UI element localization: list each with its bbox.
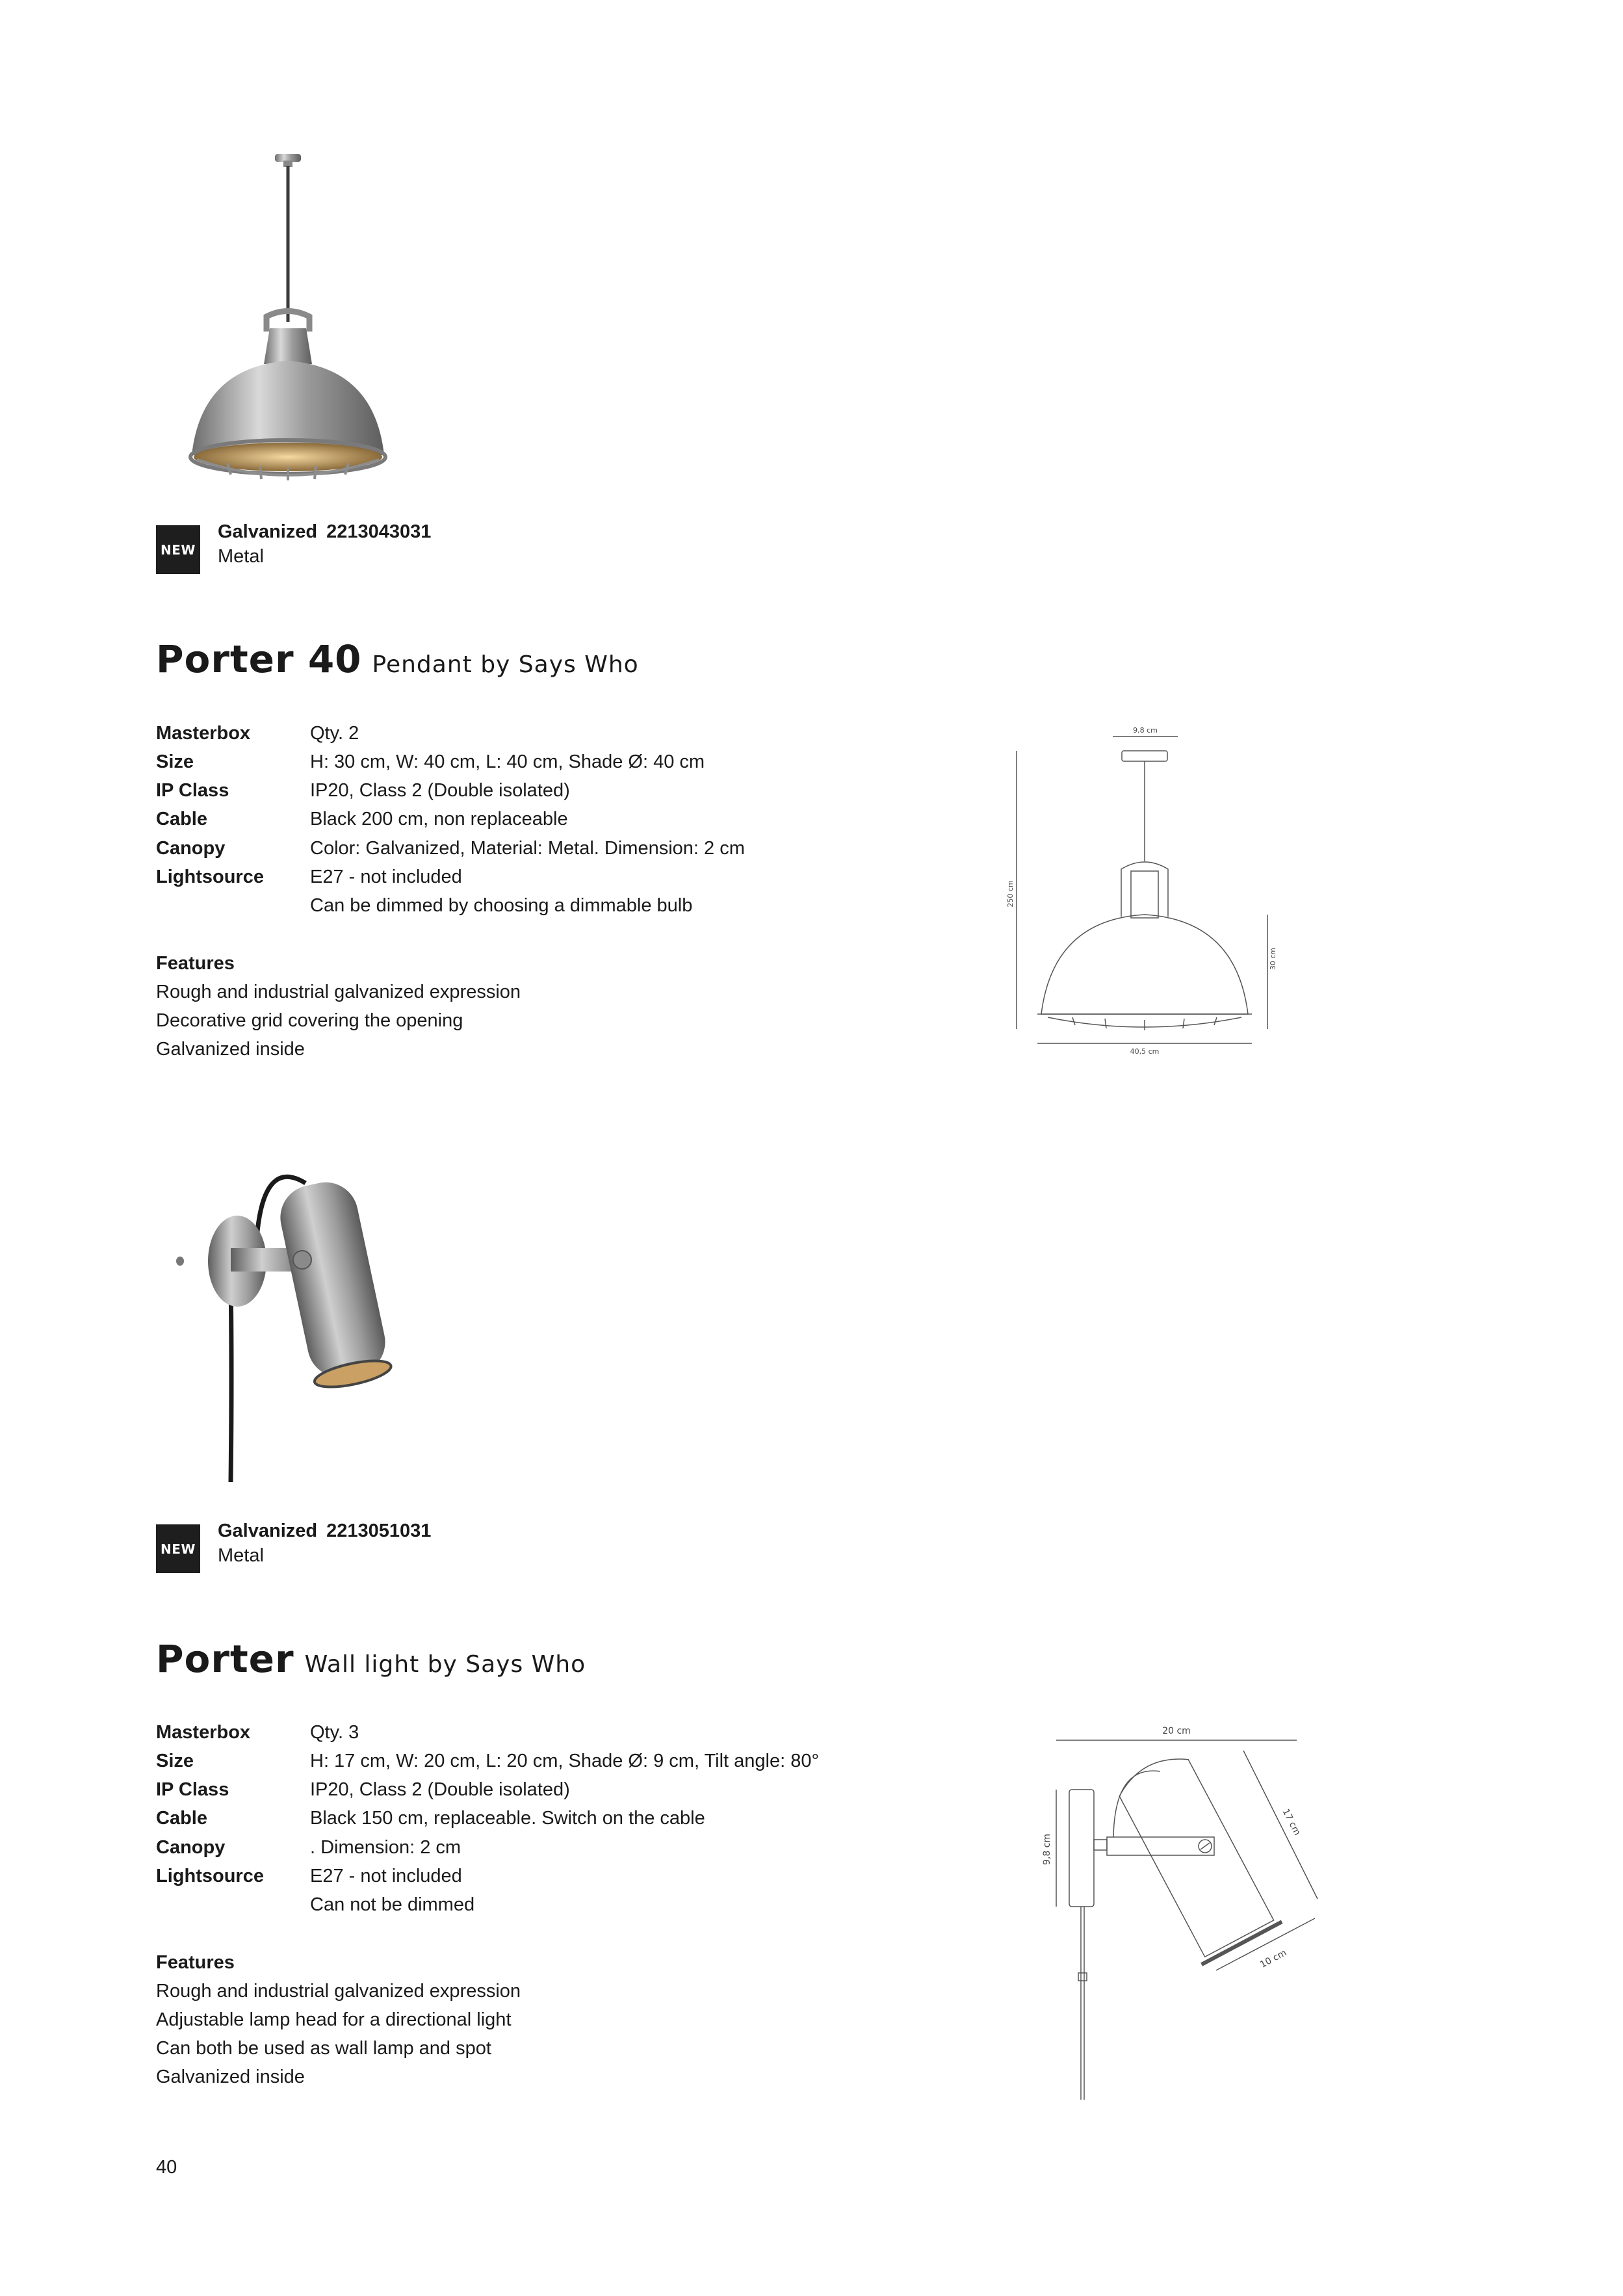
spec-key: IP Class — [156, 1779, 229, 1800]
features-heading: Features — [156, 953, 235, 974]
spec-value: H: 30 cm, W: 40 cm, L: 40 cm, Shade Ø: 40 cm — [310, 751, 705, 772]
variant-color-code — [218, 1519, 431, 1543]
feature-item: Galvanized inside — [156, 2067, 305, 2087]
dim-label-length: 17 cm — [1280, 1807, 1303, 1838]
feature-item: Can both be used as wall lamp and spot — [156, 2038, 491, 2059]
spec-value: E27 - not included — [310, 867, 462, 887]
dim-label-shade: 10 cm — [1258, 1948, 1289, 1970]
pendant-technical-drawing — [1007, 725, 1280, 1063]
page-number: 40 — [156, 2157, 177, 2178]
feature-item: Decorative grid covering the opening — [156, 1010, 463, 1031]
spec-key: Masterbox — [156, 1722, 251, 1743]
variant-color: Galvanized — [218, 521, 318, 542]
variant-code: 2213051031 — [326, 1520, 432, 1541]
features-heading: Features — [156, 1952, 235, 1973]
product-name: Porter — [156, 1637, 294, 1681]
spec-value: Qty. 3 — [310, 1722, 359, 1743]
spec-value: E27 - not included — [310, 1866, 462, 1886]
product-title — [156, 637, 639, 681]
spec-value: . Dimension: 2 cm — [310, 1837, 461, 1858]
spec-value: Color: Galvanized, Material: Metal. Dimension: 2 cm — [310, 838, 745, 859]
dim-label-top: 9,8 cm — [1133, 726, 1158, 735]
spec-key: Cable — [156, 809, 207, 829]
dim-label-width: 40,5 cm — [1130, 1047, 1160, 1056]
spec-value: Qty. 2 — [310, 723, 359, 744]
spec-key: Size — [156, 1751, 194, 1771]
variant-color: Galvanized — [218, 1520, 318, 1541]
spec-key: Canopy — [156, 838, 226, 859]
spec-key: Lightsource — [156, 1866, 264, 1886]
product-subtitle: Pendant by Says Who — [372, 651, 639, 678]
spec-key: Masterbox — [156, 723, 251, 744]
variant-code: 2213043031 — [326, 521, 432, 542]
spec-value: IP20, Class 2 (Double isolated) — [310, 1779, 570, 1800]
spec-key: Cable — [156, 1808, 207, 1829]
spec-key: Lightsource — [156, 867, 264, 887]
variant-color-code — [218, 520, 431, 543]
new-badge: NEW — [156, 1524, 200, 1573]
wall-light-product-photo — [166, 1144, 439, 1495]
variant-material: Metal — [218, 546, 264, 567]
feature-item: Adjustable lamp head for a directional light — [156, 2009, 512, 2030]
dim-label-height: 250 cm — [1006, 880, 1015, 907]
spec-key: IP Class — [156, 780, 229, 801]
spec-key: Size — [156, 751, 194, 772]
spec-value: Black 200 cm, non replaceable — [310, 809, 568, 829]
product-title — [156, 1637, 586, 1681]
feature-item: Galvanized inside — [156, 1039, 305, 1060]
dim-label-shade-height: 30 cm — [1269, 947, 1277, 971]
new-badge: NEW — [156, 525, 200, 574]
dim-label-width: 20 cm — [1162, 1726, 1191, 1736]
dim-label-height: 9,8 cm — [1042, 1833, 1052, 1866]
spec-value: Can not be dimmed — [310, 1894, 475, 1915]
pendant-product-photo — [156, 146, 416, 497]
variant-material: Metal — [218, 1545, 264, 1566]
spec-key: Canopy — [156, 1837, 226, 1858]
spec-value: Black 150 cm, replaceable. Switch on the cable — [310, 1808, 705, 1829]
spec-value: Can be dimmed by choosing a dimmable bulb — [310, 895, 693, 916]
spec-value: H: 17 cm, W: 20 cm, L: 20 cm, Shade Ø: 9 cm, Tilt angle: 80° — [310, 1751, 820, 1771]
spec-value: IP20, Class 2 (Double isolated) — [310, 780, 570, 801]
wall-light-technical-drawing — [1037, 1713, 1323, 2103]
product-name: Porter 40 — [156, 637, 362, 681]
product-subtitle: Wall light by Says Who — [304, 1651, 586, 1678]
feature-item: Rough and industrial galvanized expression — [156, 982, 521, 1002]
feature-item: Rough and industrial galvanized expression — [156, 1981, 521, 2002]
